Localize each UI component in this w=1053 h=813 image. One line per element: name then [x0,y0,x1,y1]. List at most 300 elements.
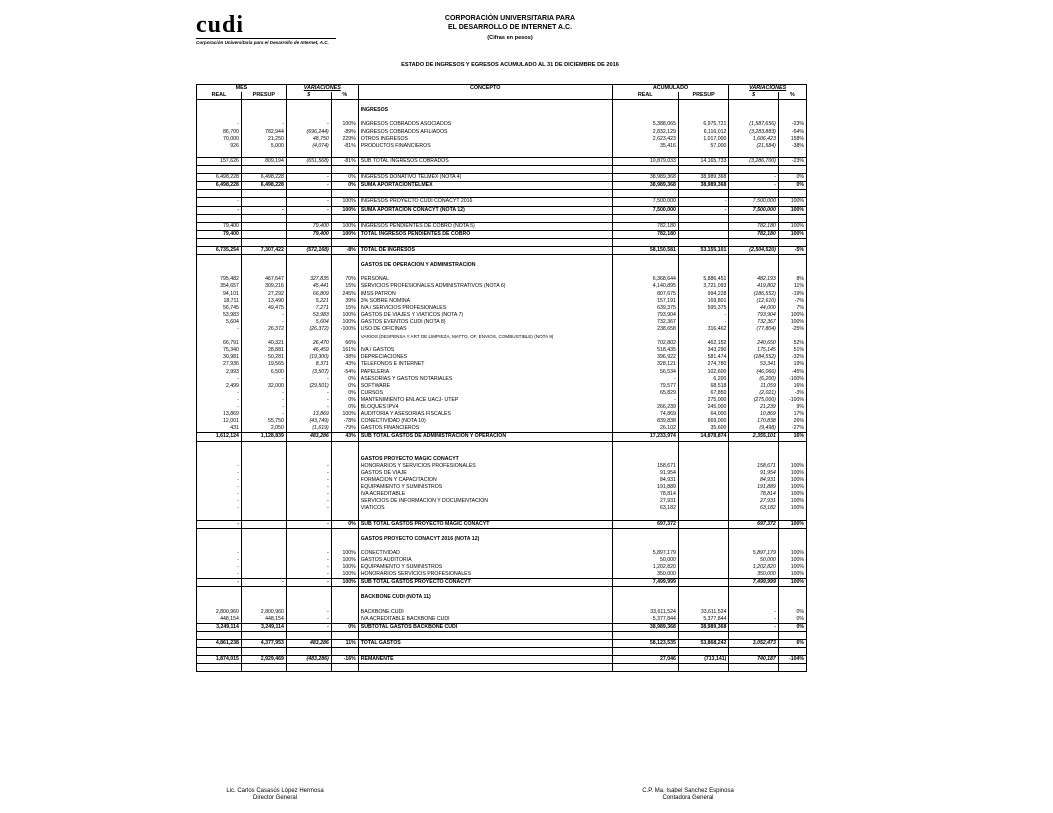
month-presup-cell [241,214,286,222]
acum-var-pct-cell [778,269,806,276]
acum-presup-cell [678,114,729,121]
table-row [197,656,807,664]
acum-real-cell: 2,832,129 [612,129,678,136]
month-var-amount-cell: - [286,121,331,128]
month-var-amount-cell: - [286,484,331,491]
table-row [197,198,807,206]
concept-cell [358,512,612,520]
acum-real-cell: 35,416 [612,143,678,150]
acum-presup-cell [678,631,729,639]
concept-cell: EQUIPAMIENTO Y SUMINISTROS [358,484,612,491]
acum-var-amount-cell [729,587,778,595]
acum-presup-cell: 275,000 [678,397,729,404]
concept-cell: 3% SOBRE NÓMINA [358,298,612,305]
acum-presup-cell: 595,375 [678,305,729,312]
month-var-pct-cell: 245% [331,291,358,298]
month-presup-cell: 6,498,228 [241,174,286,182]
month-presup-cell [241,238,286,246]
acum-presup-cell: 57,000 [678,143,729,150]
month-presup-cell: 809,194 [241,157,286,165]
month-real-cell: 56,745 [197,305,242,312]
month-var-amount-cell [286,269,331,276]
acum-var-pct-cell: 100% [778,550,806,557]
acum-presup-cell: 343,290 [678,347,729,354]
month-var-pct-cell [331,631,358,639]
month-var-amount-cell [286,100,331,108]
month-var-amount-cell: - [286,616,331,624]
acum-presup-cell [678,214,729,222]
acum-presup-cell: 14,878,874 [678,433,729,441]
acum-real-cell: 33,611,524 [612,609,678,616]
acum-real-cell: 38,989,368 [612,182,678,190]
acum-presup-cell [678,107,729,114]
acum-var-amount-cell: (184,552) [729,354,778,361]
month-var-amount-cell: - [286,397,331,404]
month-presup-cell [241,536,286,543]
spacer-row [197,150,807,158]
acum-var-pct-cell: 100% [778,505,806,512]
acum-presup-cell: 316,462 [678,326,729,333]
month-real-cell [197,262,242,269]
col-presup: PRESUP [241,92,286,100]
table-row [197,571,807,579]
month-real-cell: - [197,404,242,411]
month-var-pct-cell: -81% [331,157,358,165]
table-row [197,433,807,441]
concept-cell: IVA ACREDITABLE BACKBONE CUDI [358,616,612,624]
acum-real-cell: 27,931 [612,498,678,505]
acum-var-amount-cell: (2,021) [729,390,778,397]
acum-var-pct-cell: 100% [778,230,806,238]
acum-var-pct-cell: 0% [778,182,806,190]
month-var-amount-cell: 48,750 [286,136,331,143]
table-row [197,129,807,136]
acum-var-pct-cell: -25% [778,326,806,333]
table-row [197,326,807,333]
acum-presup-cell [678,491,729,498]
acum-real-cell: 793,904 [612,312,678,319]
month-presup-cell: 32,000 [241,383,286,390]
month-var-pct-cell [331,166,358,174]
month-real-cell: 18,711 [197,298,242,305]
month-var-pct-cell [331,505,358,512]
concept-cell: REMANENTE [358,656,612,664]
month-var-amount-cell [286,255,331,263]
acum-var-amount-cell [729,528,778,536]
month-var-pct-cell: -54% [331,369,358,376]
acum-var-pct-cell: 100% [778,579,806,587]
month-var-pct-cell: 100% [331,571,358,579]
month-var-amount-cell: (26,372) [286,326,331,333]
acum-var-amount-cell: 84,931 [729,477,778,484]
acum-var-amount-cell: 782,180 [729,222,778,230]
acum-var-amount-cell [729,543,778,550]
month-presup-cell: 21,250 [241,136,286,143]
acum-var-pct-cell [778,441,806,449]
acum-real-cell [612,269,678,276]
month-real-cell: - [197,498,242,505]
concept-cell: PERSONAL [358,276,612,283]
acum-presup-cell [678,550,729,557]
month-var-amount-cell: 45,441 [286,283,331,290]
acum-var-amount-cell: (77,804) [729,326,778,333]
concept-cell: TOTAL DE INGRESOS [358,246,612,254]
section-header-row [197,594,807,601]
acum-var-amount-cell: (3,283,883) [729,129,778,136]
month-presup-cell: 28,881 [241,347,286,354]
month-real-cell: 86,700 [197,129,242,136]
month-var-amount-cell: 79,400 [286,222,331,230]
concept-cell: INGRESOS PENDIENTES DE COBRO (NOTA 5) [358,222,612,230]
month-real-cell: 926 [197,143,242,150]
month-var-amount-cell [286,631,331,639]
concept-cell: SUBTOTAL GASTOS BACKBONE CUDI [358,623,612,631]
table-row [197,383,807,390]
acum-presup-cell [678,333,729,340]
month-var-amount-cell: - [286,579,331,587]
table-row [197,376,807,383]
month-real-cell: 12,001 [197,418,242,425]
section-header-row [197,456,807,463]
acum-var-pct-cell: 100% [778,222,806,230]
acum-presup-cell: 38,989,368 [678,174,729,182]
acum-var-amount-cell [729,214,778,222]
concept-cell: SERVICIOS PROFESIONALES ADMINISTRATIVOS (NOTA 6) [358,283,612,290]
acum-presup-cell [678,498,729,505]
acum-presup-cell [678,463,729,470]
month-real-cell [197,238,242,246]
acum-real-cell: 38,989,368 [612,174,678,182]
concept-cell: ASESORIAS Y GASTOS NOTARIALES [358,376,612,383]
acum-var-pct-cell: 7% [778,305,806,312]
table-row [197,291,807,298]
month-real-cell [197,587,242,595]
spacer-row [197,449,807,456]
concept-cell: AUDITORIA Y ASESORIAS FISCALES [358,411,612,418]
financial-statement-table [196,84,807,672]
acum-var-pct-cell [778,255,806,263]
logo-underline [196,38,336,39]
acum-presup-cell [678,648,729,656]
month-real-cell: 94,101 [197,291,242,298]
acum-presup-cell: 669,000 [678,418,729,425]
month-var-amount-cell [286,190,331,198]
month-real-cell [197,214,242,222]
table-row [197,404,807,411]
month-real-cell: 1,612,124 [197,433,242,441]
month-var-pct-cell: -8% [331,246,358,254]
month-presup-cell: - [241,579,286,587]
month-var-amount-cell: (572,168) [286,246,331,254]
header-sub-row [197,92,807,100]
month-var-pct-cell [331,528,358,536]
statement-body [197,100,807,664]
month-presup-cell: 27,292 [241,291,286,298]
acum-real-cell: 50,000 [612,557,678,564]
month-presup-cell: 448,154 [241,616,286,624]
acum-var-pct-cell: 52% [778,340,806,347]
concept-cell: GASTOS AUDITORIA [358,557,612,564]
month-presup-cell [241,222,286,230]
acum-var-pct-cell [778,214,806,222]
acum-var-amount-cell: 419,802 [729,283,778,290]
acum-var-pct-cell: 9% [778,404,806,411]
month-presup-cell: 7,307,422 [241,246,286,254]
acum-var-amount-cell [729,114,778,121]
acum-real-cell: 7,500,000 [612,198,678,206]
month-var-amount-cell: - [286,174,331,182]
month-var-amount-cell [286,333,331,340]
month-presup-cell: 55,750 [241,418,286,425]
acum-presup-cell: - [678,206,729,214]
month-var-pct-cell: 39% [331,298,358,305]
month-var-pct-cell: 0% [331,376,358,383]
acum-var-pct-cell: 17% [778,411,806,418]
month-real-cell [197,100,242,108]
spacer-row [197,190,807,198]
acum-real-cell: 396,922 [612,354,678,361]
table-row [197,361,807,368]
month-var-pct-cell [331,114,358,121]
table-row [197,397,807,404]
month-var-amount-cell: - [286,623,331,631]
month-var-amount-cell: - [286,390,331,397]
month-presup-cell [241,587,286,595]
col-var-dollar: $ [286,92,331,100]
acum-var-pct-cell: 11% [778,283,806,290]
acum-var-amount-cell: 10,869 [729,411,778,418]
month-var-amount-cell [286,456,331,463]
month-var-pct-cell: 100% [331,557,358,564]
month-real-cell: - [197,206,242,214]
acum-presup-cell: 245,000 [678,404,729,411]
acum-var-amount-cell: - [729,616,778,624]
acum-real-cell [612,238,678,246]
acum-real-cell: 839,838 [612,418,678,425]
month-var-pct-cell: 100% [331,579,358,587]
month-var-pct-cell: -89% [331,129,358,136]
acum-var-amount-cell [729,333,778,340]
month-var-amount-cell: - [286,477,331,484]
month-var-pct-cell: 43% [331,433,358,441]
acum-var-amount-cell: (46,066) [729,369,778,376]
concept-cell [358,631,612,639]
signature-title: Contadora General [662,795,714,801]
acum-var-pct-cell [778,587,806,595]
concept-cell: FORMACION Y CAPACITACION [358,477,612,484]
currency-note: (Cifras en pesos) [487,35,533,41]
concept-cell: VARIOS (DESPENSA Y ART DE LIMPIEZA, MATTO, OF, ENVIOS, COMBUSTIBLE) (NOTA 9) [358,333,612,340]
month-var-pct-cell [331,536,358,543]
acum-var-pct-cell: 158% [778,136,806,143]
table-row [197,425,807,433]
month-presup-cell: 309,216 [241,283,286,290]
month-presup-cell: 40,321 [241,340,286,347]
month-var-amount-cell [286,648,331,656]
acum-presup-cell [678,456,729,463]
acum-var-pct-cell: -45% [778,369,806,376]
month-presup-cell: 19,565 [241,361,286,368]
month-real-cell [197,166,242,174]
month-var-amount-cell: - [286,557,331,564]
month-var-pct-cell: 11% [331,640,358,648]
month-presup-cell [241,571,286,579]
concept-cell: SERVICIOS DE INFORMACION Y DOCUMENTACIÓN [358,498,612,505]
month-presup-cell: 5,000 [241,143,286,150]
concept-cell: USO DE OFICINAS [358,326,612,333]
acum-var-pct-cell: -23% [778,157,806,165]
concept-cell: INGRESOS DONATIVO TELMEX (NOTA 4) [358,174,612,182]
month-real-cell [197,255,242,263]
month-var-pct-cell [331,449,358,456]
month-presup-cell [241,491,286,498]
acum-var-pct-cell: 100% [778,564,806,571]
month-presup-cell [241,100,286,108]
acum-presup-cell [678,269,729,276]
spacer-row [197,255,807,263]
month-presup-cell [241,498,286,505]
month-real-cell: - [197,564,242,571]
concept-cell [358,150,612,158]
acum-var-pct-cell [778,190,806,198]
acum-var-amount-cell [729,602,778,609]
month-real-cell: - [197,326,242,333]
month-presup-cell: - [241,312,286,319]
acum-presup-cell [678,505,729,512]
acum-real-cell: 350,000 [612,571,678,579]
month-var-pct-cell: 100% [331,564,358,571]
table-row [197,640,807,648]
acum-var-pct-cell [778,107,806,114]
concept-cell: GASTOS DE VIAJE [358,470,612,477]
concept-cell: INGRESOS [358,107,612,114]
concept-cell: EQUIPAMIENTO Y SUMINISTROS [358,564,612,571]
month-var-pct-cell: 0% [331,383,358,390]
month-real-cell: 70,000 [197,136,242,143]
table-row [197,312,807,319]
month-real-cell [197,543,242,550]
acum-var-pct-cell [778,449,806,456]
table-row [197,505,807,512]
month-presup-cell [241,230,286,238]
month-presup-cell [241,520,286,528]
month-var-amount-cell [286,107,331,114]
month-real-cell [197,602,242,609]
acum-real-cell: 4,140,895 [612,283,678,290]
acum-presup-cell: 14,165,733 [678,157,729,165]
concept-cell [358,648,612,656]
concept-cell: PRODUCTOS FINANCIEROS [358,143,612,150]
acum-var-pct-cell: 100% [778,520,806,528]
acum-real-cell: 158,671 [612,463,678,470]
acum-real-cell: 5,377,844 [612,616,678,624]
acum-real-cell: 6,368,644 [612,276,678,283]
acum-real-cell: 74,869 [612,411,678,418]
month-var-pct-cell: 43% [331,361,358,368]
acum-var-amount-cell [729,269,778,276]
month-presup-cell [241,648,286,656]
spacer-row [197,166,807,174]
acum-real-cell: 7,500,000 [612,206,678,214]
acum-presup-cell [678,594,729,601]
acum-presup-cell: 35,600 [678,425,729,433]
month-presup-cell [241,269,286,276]
month-real-cell [197,190,242,198]
acum-real-cell: 56,534 [612,369,678,376]
acum-var-amount-cell: 3,052,473 [729,640,778,648]
month-presup-cell [241,484,286,491]
month-var-amount-cell: - [286,564,331,571]
month-real-cell: - [197,550,242,557]
month-real-cell [197,333,242,340]
table-row [197,564,807,571]
acum-var-amount-cell: (275,000) [729,397,778,404]
acum-real-cell [612,441,678,449]
acum-presup-cell: 64,000 [678,411,729,418]
concept-cell: VIATICOS [358,505,612,512]
month-var-pct-cell: 15% [331,305,358,312]
acum-real-cell: 697,372 [612,520,678,528]
acum-presup-cell [678,512,729,520]
acum-var-amount-cell: - [729,182,778,190]
month-var-pct-cell [331,648,358,656]
month-real-cell [197,512,242,520]
acum-real-cell: 38,989,368 [612,623,678,631]
acum-var-pct-cell: 100% [778,463,806,470]
month-var-pct-cell [331,262,358,269]
month-presup-cell: 2,050 [241,425,286,433]
month-var-pct-cell [331,463,358,470]
month-var-pct-cell [331,512,358,520]
month-presup-cell [241,631,286,639]
signature-name: Lic. Carlos Casasús López Hermosa [226,788,324,794]
month-real-cell: - [197,470,242,477]
month-var-pct-cell: -100% [331,326,358,333]
month-real-cell [197,631,242,639]
acum-presup-cell [678,166,729,174]
month-presup-cell [241,543,286,550]
section-header-row [197,536,807,543]
acum-real-cell: 84,931 [612,477,678,484]
month-var-amount-cell: - [286,571,331,579]
concept-cell: OTROS INGRESOS [358,136,612,143]
acum-var-amount-cell: 158,671 [729,463,778,470]
acum-var-amount-cell [729,100,778,108]
table-row [197,463,807,470]
concept-cell [358,587,612,595]
acum-presup-cell [678,255,729,263]
acum-real-cell: 266,239 [612,404,678,411]
month-real-cell: 2,993 [197,369,242,376]
acum-real-cell: 5,388,065 [612,121,678,128]
acum-var-amount-cell: 175,145 [729,347,778,354]
month-real-cell: - [197,505,242,512]
month-real-cell: 354,657 [197,283,242,290]
acum-var-pct-cell: -100% [778,397,806,404]
month-var-amount-cell [286,114,331,121]
concept-cell: BACKBONE CUDI (NOTA 11) [358,594,612,601]
acum-var-pct-cell: 0% [778,174,806,182]
signature-name: C.P. Ma. Isabel Sanchez Espinosa [642,788,734,794]
month-presup-cell [241,262,286,269]
table-row [197,276,807,283]
month-real-cell: 13,869 [197,411,242,418]
acum-var-amount-cell: 5,897,179 [729,550,778,557]
acum-real-cell: 157,191 [612,298,678,305]
month-var-pct-cell [331,255,358,263]
concept-cell: CURSOS [358,390,612,397]
month-presup-cell [241,557,286,564]
